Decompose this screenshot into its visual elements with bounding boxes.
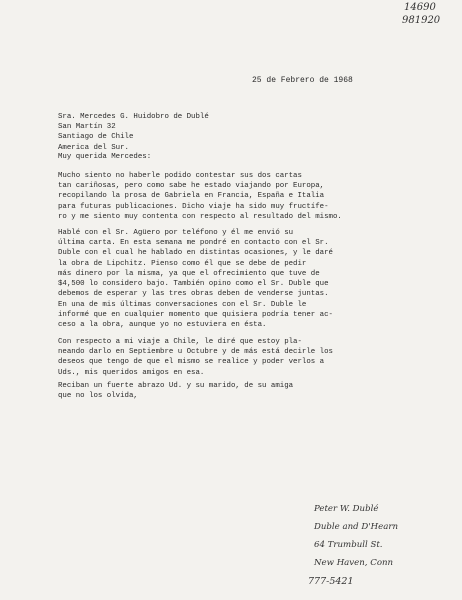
paragraph-line: Reciban un fuerte abrazo Ud. y su marido, de su amiga [58, 382, 294, 390]
paragraph-line: recopilando la prosa de Gabriela en Francia, España e Italia [58, 192, 325, 201]
paragraph-line: última carta. En esta semana me pondré en contacto con el Sr. [58, 239, 329, 248]
paragraph-line: $4,500 lo considero bajo. También opino como el Sr. Duble que [58, 280, 329, 289]
paragraph-line: que no los olvida, [58, 392, 138, 401]
closing-paragraph [58, 381, 293, 401]
paragraph-2 [58, 228, 333, 299]
paragraph-line: más dinero por la misma, ya que el ofrecimiento que tuve de [58, 269, 320, 278]
paragraph-line: para futuras publicaciones. Dicho viaje ha sido muy fructífe- [58, 202, 329, 211]
recipient-line: America del Sur. [58, 143, 129, 152]
paragraph-line: En una de mis últimas conversaciones con el Sr. Duble le [58, 301, 307, 309]
paragraph-line: ceso a la obra, aunque yo no estuviera en ésta. [58, 321, 267, 330]
paragraph-1 [58, 171, 342, 222]
handwritten-company: Duble and D'Hearn [314, 522, 398, 532]
recipient-line: Santiago de Chile [58, 133, 134, 142]
recipient-address [58, 112, 209, 153]
paragraph-line: Hablé con el Sr. Agüero por teléfono y él me envió su [58, 229, 294, 237]
handwritten-street: 64 Trumbull St. [314, 540, 383, 550]
paragraph-line: Con respecto a mi viaje a Chile, le diré que estoy pla- [58, 338, 302, 346]
paragraph-4 [58, 337, 333, 378]
letter-date: 25 de Febrero de 1968 [252, 76, 353, 85]
greeting: Muy querida Mercedes: [58, 153, 152, 161]
paragraph-line: ro y me siento muy contenta con respecto al resultado del mismo. [58, 212, 342, 221]
handwritten-phone: 777-5421 [308, 576, 354, 587]
archive-ref-1: 14690 [404, 2, 436, 13]
paragraph-line: tan cariñosas, pero como sabe he estado viajando por Europa, [58, 182, 325, 191]
paragraph-line: deseos que tengo de que el mismo se realice y poder verlos a [58, 358, 325, 367]
paragraph-line: informé que en cualquier momento que quisiera podría tener ac- [58, 311, 333, 320]
paragraph-line: la obra de Lipchitz. Pienso como él que se debe de pedir [58, 259, 307, 268]
paragraph-line: Duble con el cual he hablado en distintas ocasiones, y le daré [58, 249, 333, 258]
paragraph-line: Uds., mis queridos amigos en esa. [58, 368, 205, 377]
paragraph-line: Mucho siento no haberle podido contestar sus dos cartas [58, 172, 302, 180]
handwritten-name: Peter W. Dublé [314, 504, 379, 514]
paragraph-3 [58, 300, 333, 331]
paragraph-line: neando darlo en Septiembre u Octubre y de más está decirle los [58, 348, 333, 357]
paragraph-line: debemos de esperar y las tres obras deben de venderse juntas. [58, 290, 329, 299]
archive-ref-2: 981920 [402, 15, 441, 26]
handwritten-city: New Haven, Conn [314, 558, 394, 568]
recipient-line: Sra. Mercedes G. Huidobro de Dublé [58, 113, 209, 121]
recipient-line: San Martín 32 [58, 123, 116, 132]
